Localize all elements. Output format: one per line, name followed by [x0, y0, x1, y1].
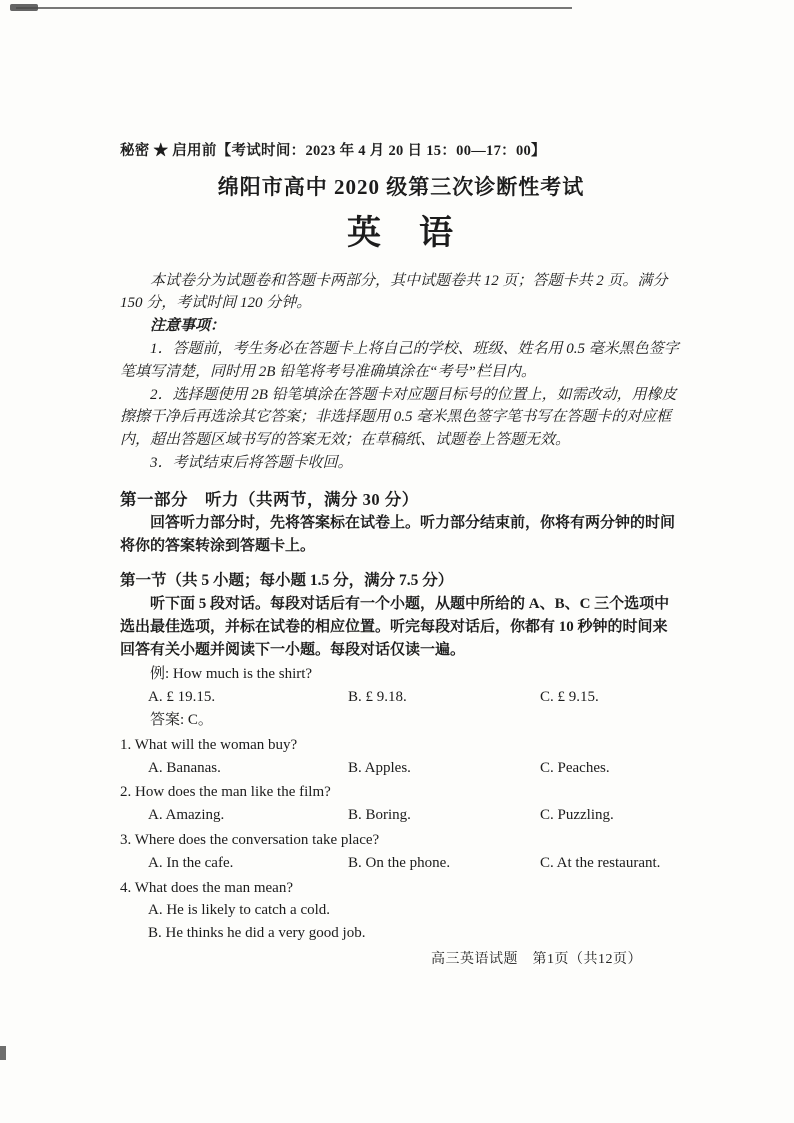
question-2-option-b: B. Boring. [348, 807, 411, 824]
question-4-option-a: A. He is likely to catch a cold. [148, 902, 331, 919]
question-2-option-c: C. Puzzling. [540, 807, 614, 824]
exam-subject: 英 语 [347, 214, 455, 252]
question-3-option-b: B. On the phone. [348, 854, 451, 871]
example-answer: 答案: C。 [150, 711, 213, 728]
exam-content [120, 140, 682, 945]
section1-instructions: 听下面 5 段对话。每段对话后有一个小题，从题中所给的 A、B、C 三个选项中选出最佳选项，并标在试卷的相应位置。听完每段对话后，你都有 10 秒钟的时间来回答有关小题并阅读下一小题。每段对话仅读一遍。 [120, 596, 670, 658]
question-1-options [120, 757, 682, 780]
example-option-b: B. £ 9.18. [348, 689, 407, 706]
question-1-option-a: A. Bananas. [148, 759, 221, 776]
question-2 [120, 781, 682, 827]
question-1-text: 1. What will the woman buy? [120, 736, 298, 753]
example-options [120, 686, 682, 709]
exam-classification-line: 秘密 ★ 启用前【考试时间：2023 年 4 月 20 日 15：00—17：00】 [120, 143, 546, 159]
notice-title: 注意事项： [150, 318, 226, 335]
page-footer: 高三英语试题 第1页（共12页） [431, 952, 642, 967]
part1-heading: 第一部分 听力（共两节，满分 30 分） [120, 489, 419, 509]
question-2-text: 2. How does the man like the film? [120, 784, 331, 801]
example-option-c: C. £ 9.15. [540, 689, 599, 706]
example-question: 例: How much is the shirt? [150, 666, 313, 683]
question-4-text: 4. What does the man mean? [120, 879, 293, 896]
question-4 [120, 877, 682, 945]
question-1-option-b: B. Apples. [348, 759, 411, 776]
scan-artifact-top-blob [10, 4, 38, 11]
section1-heading: 第一节（共 5 小题；每小题 1.5 分，满分 7.5 分） [120, 572, 454, 590]
scan-artifact-top-line [16, 7, 572, 9]
question-1-option-c: C. Peaches. [540, 759, 610, 776]
question-4-option-b: B. He thinks he did a very good job. [148, 925, 366, 942]
question-3-text: 3. Where does the conversation take place? [120, 831, 380, 848]
notice-item-3: 3．考试结束后将答题卡收回。 [150, 454, 353, 471]
exam-intro-paragraph: 本试卷分为试题卷和答题卡两部分，其中试题卷共 12 页；答题卡共 2 页。满分 150 分，考试时间 120 分钟。 [120, 272, 668, 312]
question-2-option-a: A. Amazing. [148, 807, 225, 824]
example-option-a: A. £ 19.15. [148, 689, 216, 706]
part1-instructions: 回答听力部分时，先将答案标在试卷上。听力部分结束前，你将有两分钟的时间将你的答案转涂到答题卡上。 [120, 514, 676, 554]
exam-title: 绵阳市高中 2020 级第三次诊断性考试 [217, 175, 585, 200]
question-1 [120, 734, 682, 780]
notice-item-2: 2．选择题使用 2B 铅笔填涂在答题卡对应题目标号的位置上，如需改动，用橡皮擦擦干净后再选涂其它答案；非选择题用 0.5 毫米黑色签字笔书写在答题卡的对应框内，超出答题区域书写的答案无效；在草稿纸、试题卷上答题无效。 [120, 386, 677, 449]
question-3-options [120, 852, 682, 875]
scan-artifact-left-mark [0, 1046, 6, 1060]
question-3-option-c: C. At the restaurant. [540, 854, 661, 871]
notice-item-1: 1．答题前，考生务必在答题卡上将自己的学校、班级、姓名用 0.5 毫米黑色签字笔填写清楚，同时用 2B 铅笔将考号准确填涂在“考号”栏目内。 [120, 341, 679, 380]
question-3 [120, 829, 682, 875]
question-3-option-a: A. In the cafe. [148, 854, 234, 871]
example-block [120, 663, 682, 731]
question-2-options [120, 804, 682, 827]
